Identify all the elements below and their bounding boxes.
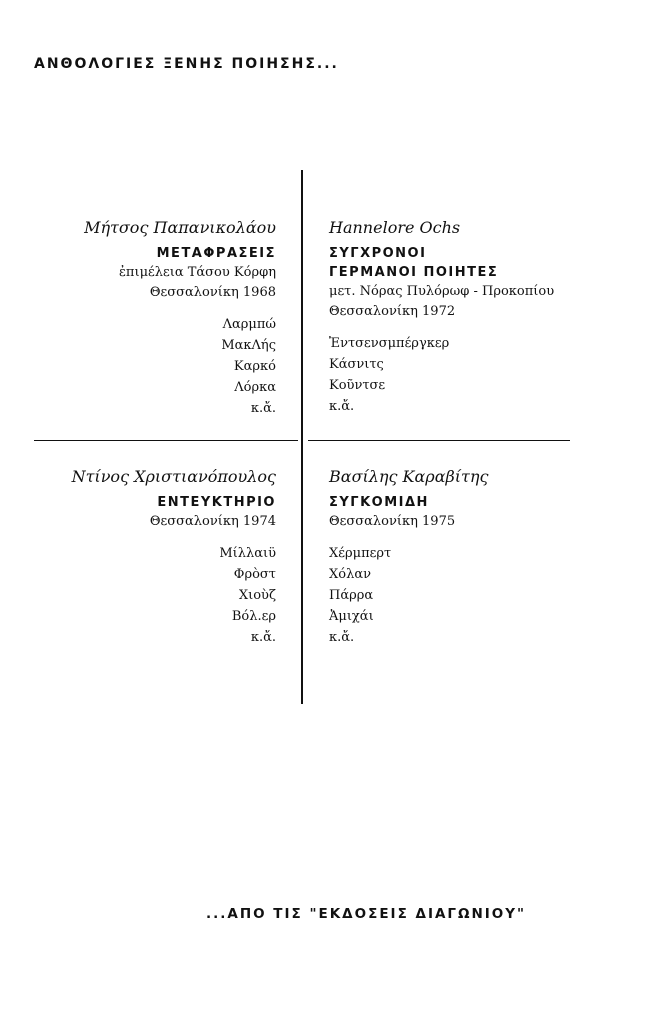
page-heading: ΑΝΘΟΛΟΓΙΕΣ ΞΕΝΗΣ ΠΟΙΗΣΗΣ... [34, 56, 339, 72]
entry-poet: Βόλ.ερ [231, 609, 276, 624]
entry-poet: Φρὸστ [233, 567, 276, 582]
entry-poet: Καρκό [233, 359, 276, 374]
entry-poet: κ.ἄ. [250, 401, 276, 416]
entry-poet: Κοῦντσε [329, 378, 386, 393]
entry-place-year: Θεσσαλονίκη 1968 [149, 285, 276, 300]
entry-author: Hannelore Ochs [329, 218, 461, 237]
entry-author: Ντίνος Χριστιανόπουλος [71, 467, 276, 486]
entry-poet: Μίλλαιϋ [219, 546, 276, 561]
entry-poet: Χόλαν [329, 567, 372, 582]
horizontal-divider-right [308, 440, 570, 441]
entry-author: Μήτσος Παπανικολάου [84, 218, 276, 237]
entry-title: ΜΕΤΑΦΡΑΣΕΙΣ [156, 246, 276, 261]
entry-poet: Λαρμπώ [222, 317, 276, 332]
entry-poet: Ἐντσενσμπέργκερ [329, 336, 450, 351]
entry-credit: μετ. Νόρας Πυλόρωφ - Προκοπίου [329, 284, 555, 299]
entry-poet: Κάσνιτς [329, 357, 384, 372]
entry-poet: κ.ἄ. [250, 630, 276, 645]
entry-place-year: Θεσσαλονίκη 1974 [149, 514, 276, 529]
anthology-entry-sygkomidi [329, 466, 488, 648]
entry-poet: Χέρμπερτ [329, 546, 392, 561]
entry-title: ΓΕΡΜΑΝΟΙ ΠΟΙΗΤΕΣ [329, 265, 499, 280]
entry-title: ΣΥΓΚΟΜΙΔΗ [329, 495, 429, 510]
anthology-entry-metafraseis [84, 217, 276, 419]
entry-poet: κ.ἄ. [329, 630, 355, 645]
entry-poet: ΜακΛής [221, 338, 276, 353]
vertical-divider [301, 170, 303, 704]
entry-author: Βασίλης Καραβίτης [329, 467, 489, 486]
entry-title: ΣΥΓΧΡΟΝΟΙ [329, 246, 427, 261]
entry-place-year: Θεσσαλονίκη 1975 [329, 514, 456, 529]
horizontal-divider-left [34, 440, 298, 441]
entry-credit: ἐπιμέλεια Τάσου Κόρφη [118, 265, 276, 280]
entry-poet: Χιοὺζ [238, 588, 276, 603]
entry-place-year: Θεσσαλονίκη 1972 [329, 304, 456, 319]
anthology-entry-germanoi-poiites [329, 217, 554, 417]
anthology-entry-entefktirio [72, 466, 276, 648]
publisher-footer: ...ΑΠΟ ΤΙΣ "ΕΚΔΟΣΕΙΣ ΔΙΑΓΩΝΙΟΥ" [206, 906, 527, 922]
entry-poet: κ.ἄ. [329, 399, 355, 414]
entry-poet: Λόρκα [234, 380, 276, 395]
entry-poet: Ἀμιχάι [329, 609, 374, 624]
entry-poet: Πάρρα [329, 588, 374, 603]
entry-title: ΕΝΤΕΥΚΤΗΡΙΟ [157, 495, 276, 510]
